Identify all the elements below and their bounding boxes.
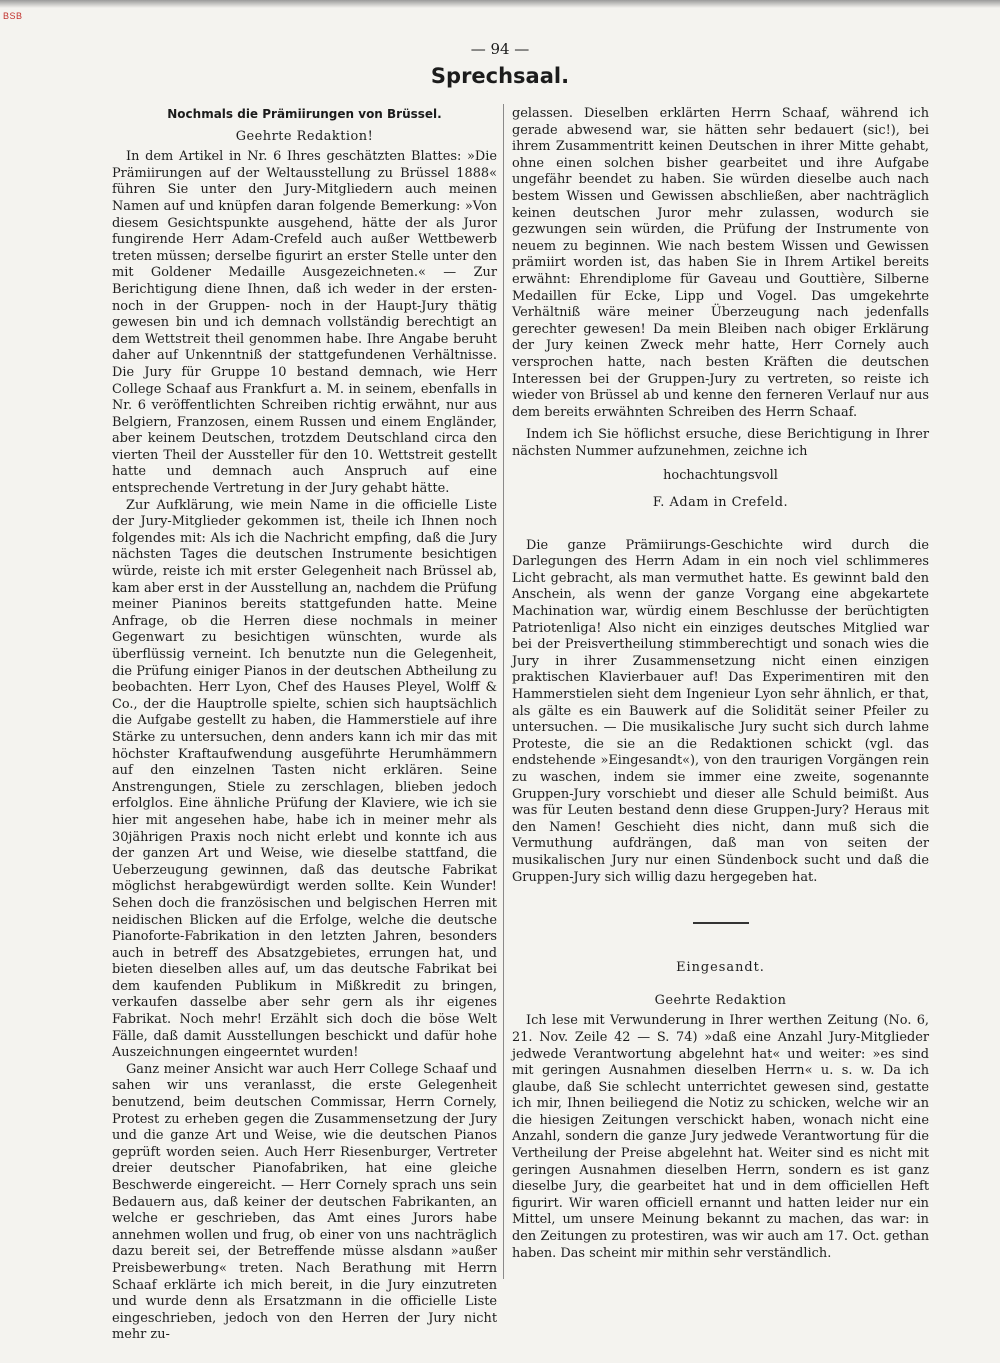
eingesandt-title: Eingesandt. — [676, 960, 765, 976]
left-column — [112, 106, 497, 1344]
editorial-comment: Die ganze Prämiirungs-Geschichte wird durch die Darlegungen des Herrn Adam in ein noch viel schlimmeres Licht gebracht, als man vermuthet hatte. Es gewinnt bald den Anschein, als wenn der ganze Vorgang eine abgekartete Machination war, würdig einem Beschlusse der berüchtigten Patriotenliga! Also nicht ein einziges deutsches Mitglied war bei der Preisvertheilung stimmberechtigt und sonach wies die Jury in ihrer Zusammensetzung nicht einen einzigen praktischen Klavierbauer auf! Das Experimentiren mit den Hammerstielen sieht dem Ingenieur Lyon sehr ähnlich, er that, als gälte es ein Bauwerk auf die Solidität seiner Pfeiler zu untersuchen. — Die musikalische Jury sucht sich durch lahme Proteste, die sie an die Redaktionen schickt (vgl. das endstehende »Eingesandt«), von den traurigen Vorgängen rein zu waschen, indem sie immer eine zweite, sogenannte Gruppen-Jury vorschiebt und dieser alle Schuld beimißt. Aus was für Leuten bestand denn diese Gruppen-Jury? Heraus mit den Namen! Geschieht dies nicht, dann muß sich die Vermuthung aufdrängen, daß man von seiten der musikalischen Jury nur einen Sündenbock sucht und daß die Gruppen-Jury sich willig dazu hergegeben hat. — [512, 537, 929, 885]
article-paragraph: In dem Artikel in Nr. 6 Ihres geschätzten Blattes: »Die Prämiirungen auf der Weltausstellung zu Brüssel 1888« führen Sie unter den Jury-Mitgliedern auch meinen Namen auf und knüpfen daran folgende Bemerkung: »Von diesem Gesichtspunkte ausgehend, hätte der als Juror fungirende Herr Adam-Crefeld auch außer Wettbewerb treten müssen; derselbe figurirt an erster Stelle unter den mit Goldener Medaille Ausgezeichneten.« — Zur Berichtigung diene Ihnen, daß ich weder in der ersten- noch in der Gruppen- noch in der Haupt-Jury thätig gewesen bin und ich demnach vollständig berechtigt an dem Wettstreit theil genommen habe. Ihre Angabe beruht daher auf Unkenntniß der stattgefundenen Verhältnisse. Die Jury für Gruppe 10 bestand demnach, wie Herr College Schaaf aus Frankfurt a. M. in seinem, ebenfalls in Nr. 6 veröffentlichten Schreiben richtig erwähnt, nur aus Belgiern, Franzosen, einem Russen und einem Engländer, aber keinem Deutschen, trotzdem Deutschland circa den vierten Theil der Aussteller für den 10. Wettstreit gestellt hatte und demnach auch Anspruch auf eine entsprechende Vertretung in der Jury gehabt hätte. — [112, 149, 497, 497]
article-request: Indem ich Sie höflichst ersuche, diese Berichtigung in Ihrer nächsten Nummer aufzunehmen, zeichne ich — [512, 427, 929, 459]
article-continuation: gelassen. Dieselben erklärten Herrn Schaaf, während ich gerade abwesend war, sie hätten sehr bedauert (sic!), bei ihrem Zusammentritt keinen Deutschen in ihrer Mitte gehabt, ohne einen solchen bisher gearbeitet und ihre Aufgabe ungefähr beendet zu haben. Sie würden dieselbe auch nach bestem Wissen und Gewissen abschließen, aber nachträglich keinen deutschen Juror mehr zulassen, wodurch sie gezwungen sein würden, die Prüfung der Instrumente von neuem zu beginnen. Wie nach bestem Wissen und Gewissen prämiirt worden ist, das haben Sie in Ihrem Artikel bereits erwähnt: Ehrendiplome für Gaveau und Gouttière, Silberne Medaillen für Ecke, Lipp und Vogel. Das umgekehrte Verhältniß wäre meiner Überzeugung nach jedenfalls gerechter gewesen! Da mein Bleiben nach obiger Erklärung der Jury keinen Zweck mehr hatte, Herr Cornely auch versprochen hatte, nach besten Kräften die deutschen Interessen bei der Gruppen-Jury zu vertreten, so reiste ich wieder von Brüssel ab und kenne den ferneren Verlauf nur aus dem bereits erwähnten Schreiben des Herrn Schaaf. — [512, 106, 929, 420]
article-salutation: Geehrte Redaktion! — [235, 128, 374, 144]
letter-signature: F. Adam in Crefeld. — [652, 495, 789, 511]
section-rule — [693, 922, 749, 924]
page-number: — 94 — — [470, 40, 530, 58]
section-title: Sprechsaal. — [430, 64, 570, 88]
letter-closing: hochachtungsvoll — [663, 468, 778, 484]
eingesandt-text: Ich lese mit Verwunderung in Ihrer werthen Zeitung (No. 6, 21. Nov. Zeile 42 — S. 74) »daß eine Anzahl Jury-Mitglieder jedwede Verantwortung abgelehnt hat« und weiter: »es sind mit geringen Ausnahmen dieselben Herrn« u. s. w. Da ich glaube, daß Sie schlecht unterrichtet gewesen sind, gestatte ich mir, Ihnen beiliegend die Notiz zu schicken, welche wir an die hiesigen Zeitungen verschickt haben, wonach nicht eine Anzahl, sondern die ganze Jury jedwede Verantwortung für die Vertheilung der Preise abgelehnt hat. Weiter sind es nicht mit geringen Ausnahmen dieselben Herrn, sondern es ist ganz dieselbe Jury, die gearbeitet hat und in dem officiellen Heft figurirt. Wir waren officiell ernannt und hatten leider nur ein Mittel, um unsere Meinung bekannt zu machen, das war: in den Zeitungen zu protestiren, was wir auch am 17. Oct. gethan haben. Das scheint mir mithin sehr verständlich. — [512, 1013, 929, 1261]
article-paragraph: Zur Aufklärung, wie mein Name in die officielle Liste der Jury-Mitglieder gekommen ist, theile ich Ihnen noch folgendes mit: Als ich die Nachricht empfing, daß die Jury nächsten Tages die deutschen Instrumente besichtigen würde, reiste ich mit erster Gelegenheit nach Brüssel ab, kam aber erst in der Ausstellung an, nachdem die Prüfung meiner Pianinos bereits stattgefunden hatte. Meine Anfrage, ob die Herren diese nochmals in meiner Gegenwart zu besichtigen wünschten, wurde als überflüssig verneint. Ich benutzte nun die Gelegenheit, die Prüfung einiger Pianos in der deutschen Abtheilung zu beobachten. Herr Lyon, Chef des Hauses Pleyel, Wolff & Co., der die Hauptrolle spielte, schien sich hauptsächlich die Aufgabe gestellt zu haben, die Hammerstiele auf ihre Stärke zu untersuchen, denn anders kann ich mir das mit höchster Kraftaufwendung ausgeführte Herumhämmern auf den einzelnen Tasten nicht erklären. Seine Anstrengungen, Stiele zu zerschlagen, blieben jedoch erfolglos. Eine ähnliche Prüfung der Klaviere, wie ich sie hier mit angesehen habe, habe ich in meiner mehr als 30jährigen Praxis noch nicht erlebt und konnte ich aus der ganzen Art und Weise, wie dieselbe stattfand, die Ueberzeugung gewinnen, daß das deutsche Fabrikat möglichst herabgewürdigt werden sollte. Kein Wunder! Sehen doch die französischen und belgischen Herren mit neidischen Blicken auf die Erfolge, welche die deutsche Pianoforte-Fabrikation in den letzten Jahren, besonders auch in betreff des Absatzgebietes, errungen hat, und bieten dieselben alles auf, um das deutsche Fabrikat bei dem kaufenden Publikum in Mißkredit zu bringen, verkaufen dasselbe aber sehr gern als ihr eigenes Fabrikat. Noch mehr! Erzählt sich doch die böse Welt Fälle, daß damit Ausstellungen beschickt und dafür hohe Auszeichnungen eingeerntet wurden! — [112, 497, 497, 1061]
column-divider — [503, 104, 504, 1279]
article-paragraph: Ganz meiner Ansicht war auch Herr College Schaaf und sahen wir uns veranlasst, die erste Gelegenheit benutzend, beim deutschen Commissar, Herrn Cornely, Protest zu erheben gegen die Zusammensetzung der Jury und die ganze Art und Weise, wie die deutschen Pianos geprüft worden seien. Auch Herr Riesenburger, Vertreter dreier deutscher Pianofabriken, hat eine gleiche Beschwerde eingereicht. — Herr Cornely sprach uns sein Bedauern aus, daß keiner der deutschen Fabrikanten, an welche er geschrieben, das Amt eines Jurors habe annehmen wollen und frug, ob einer von uns nachträglich dazu bereit sei, der Betreffende müsse alsdann »außer Preisbewerbung« treten. Nach Berathung mit Herrn Schaaf erklärte ich mich bereit, in die Jury einzutreten und wurde denn als Ersatzmann in die officielle Liste eingeschrieben, jedoch von den Herren der Jury nicht mehr zu- — [112, 1061, 497, 1343]
right-column — [512, 106, 929, 1262]
scan-edge — [0, 0, 1000, 8]
library-stamp: BSB — [3, 11, 23, 21]
article-title: Nochmals die Prämiirungen von Brüssel. — [167, 107, 442, 121]
eingesandt-salutation: Geehrte Redaktion — [654, 992, 787, 1008]
